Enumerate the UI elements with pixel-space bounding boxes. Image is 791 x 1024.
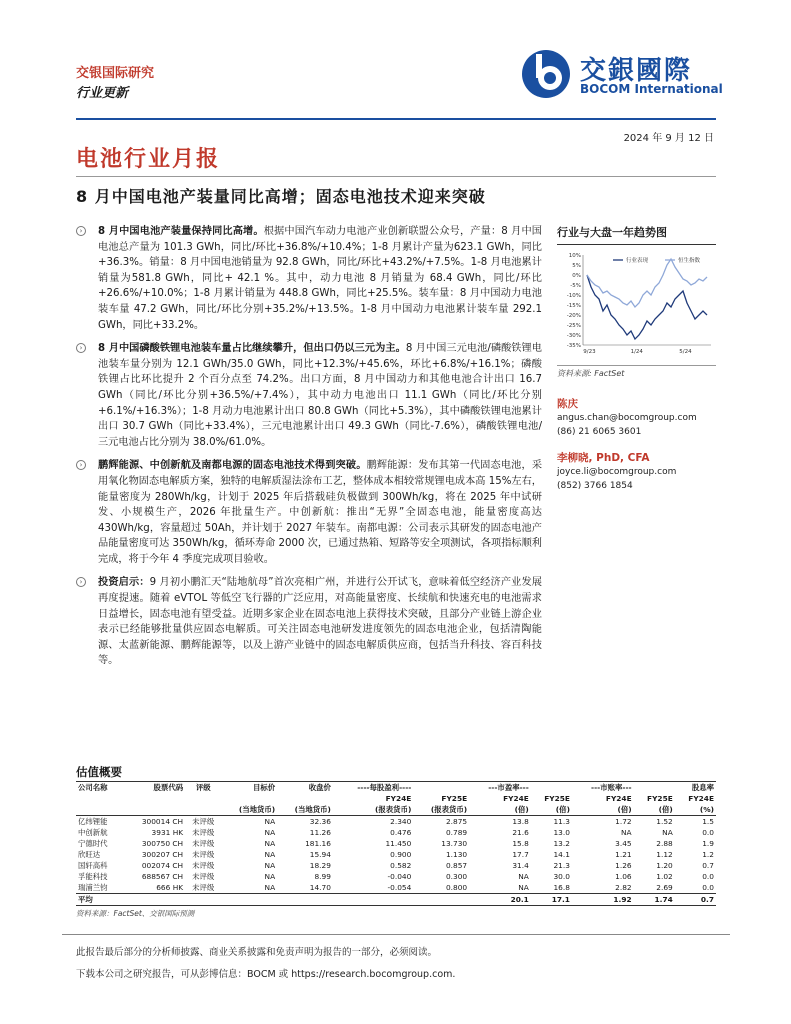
table-cell: 0.800 [445, 882, 468, 892]
series-line-0 [587, 275, 707, 339]
table-cell [185, 893, 221, 905]
table-cell: 18.29 [309, 860, 331, 870]
table-cell: 31.4 [512, 860, 529, 870]
y-tick-label: -15% [566, 303, 581, 309]
table-cell: 1.74 [634, 893, 675, 905]
table-cell: 0.0 [702, 827, 714, 837]
x-tick-label: 5/24 [679, 349, 692, 355]
table-cell: 1.26 [615, 860, 632, 870]
table-cell: 666 HK [156, 882, 184, 892]
table-row [76, 815, 716, 827]
bullet-text: 9 月初小鹏汇天“陆地航母”首次亮相广州，并进行公开试飞，意味着低空经济产业发展再度提速。随着 eVTOL 等低空飞行器的广泛应用，对高能量密度、长续航和快速充电的电池需求日益增长，固态电池有望受益。近期多家企业在固态电池上获得技术突破，且部分产业链上游企业表示已经能够批量供应固态电解质。可关注固态电池研发进度领先的固态电池企业，包括清陶能源、太蓝新能源、鹏辉能源等，以及上游产业链中的固态电解质供应商，包括当升科技、容百科技等。 [98, 577, 542, 667]
table-row [76, 827, 716, 838]
bullet-lead: 投资启示： [98, 577, 150, 589]
bullet-icon: › [76, 577, 86, 587]
table-cell [277, 893, 333, 905]
table-cell: 0.582 [390, 860, 412, 870]
y-tick-label: 10% [568, 253, 581, 259]
table-cell: 未评级 [192, 860, 215, 870]
table-cell: 1.72 [615, 816, 632, 826]
footer-rule [62, 934, 730, 935]
table-cell: -0.040 [387, 871, 412, 881]
table-cell: FY25E [544, 793, 570, 803]
table-cell: 1.130 [445, 849, 468, 859]
analyst-block [557, 451, 716, 493]
table-cell: 300014 CH [141, 816, 184, 826]
bullet-item [76, 575, 542, 669]
table-cell: 股息率 [675, 782, 716, 794]
table-row [76, 882, 716, 894]
table-cell: 13.8 [512, 816, 529, 826]
table-cell: 3931 HK [151, 827, 184, 837]
table-cell: FY24E [688, 793, 714, 803]
valuation-source: 资料来源：FactSet、交银国际预测 [76, 909, 195, 918]
table-cell: 收盘价 [277, 782, 333, 794]
table-cell: 0.857 [445, 860, 468, 870]
table-cell: NA [264, 816, 276, 826]
bullet-text: 8 月中国三元电池/磷酸铁锂电池装车量分别为 12.1 GWh/35.0 GWh，同比+12.3%/+45.6%，环比+6.8%/+16.1%；磷酸铁锂占比环比提升 2 个百分点至 74.2%。出口方面，8 月中国动力和其他电池合计出口 16.7 GWh（同比/环比分别+36.5%/+7.4%），其中动力电池出口 11.1 GWh（同比/环比分别+6.1%/+16.3%）；1-8 月动力电池累计出口 80.8 GWh（同比+5.3%），其中磷酸铁锂电池累计出口 30.7 GWh（同比+33.4%），三元电池累计出口 49.3 GWh（同比-7.6%），磷酸铁锂电池/三元电池占比分别为 38.0%/61.0%。 [98, 343, 542, 448]
table-cell [122, 793, 185, 804]
y-tick-label: 5% [572, 263, 581, 269]
y-tick-label: 0% [572, 273, 581, 279]
table-cell: 16.8 [553, 882, 570, 892]
logo-text-cn: 交銀國際 [580, 56, 693, 86]
table-cell: NA [264, 860, 276, 870]
report-type: 行业更新 [76, 86, 129, 101]
table-cell: 平均 [76, 893, 122, 905]
table-cell: NA [264, 871, 276, 881]
table-header-row [76, 804, 716, 816]
table-cell: 宁德时代 [78, 838, 108, 848]
table-cell: 1.21 [615, 849, 632, 859]
table-cell: 21.6 [512, 827, 529, 837]
table-cell: 股票代码 [122, 782, 185, 794]
table-cell: 0.7 [675, 893, 716, 905]
table-cell: (当地货币) [221, 804, 277, 816]
table-cell: 13.730 [441, 838, 468, 848]
bullet-icon: › [76, 226, 86, 236]
table-cell: NA [264, 849, 276, 859]
bullet-item [76, 341, 542, 450]
table-cell: FY24E [385, 793, 412, 803]
table-cell: ---市账率--- [572, 782, 634, 794]
legend-label: 行业表现 [626, 258, 649, 264]
analyst-phone: (86) 21 6065 3601 [557, 427, 642, 437]
footer-download[interactable]: 下载本公司之研究报告，可从彭博信息：BOCM 或 https://research.bocomgroup.com. [76, 969, 456, 980]
table-cell: 孚能科技 [78, 871, 108, 881]
table-cell: 1.5 [702, 816, 714, 826]
table-cell: 2.69 [656, 882, 673, 892]
table-cell [221, 893, 277, 905]
report-date: 2024 年 9 月 12 日 [623, 133, 714, 144]
table-cell: 0.476 [390, 827, 412, 837]
table-cell: 20.1 [469, 893, 531, 905]
table-row [76, 871, 716, 882]
table-cell: 1.06 [615, 871, 632, 881]
logo-mark-icon [520, 48, 572, 100]
table-cell: (倍) [572, 804, 634, 816]
table-cell: 2.340 [390, 816, 412, 826]
table-cell: 1.52 [656, 816, 673, 826]
table-cell: -0.054 [387, 882, 412, 892]
table-row [76, 860, 716, 871]
table-cell: 13.0 [553, 827, 570, 837]
table-cell: NA [662, 827, 673, 837]
analyst-name: 陈庆 [557, 398, 578, 410]
table-cell: 瑞浦兰钧 [78, 882, 108, 892]
table-cell [122, 893, 185, 905]
table-cell: 21.3 [553, 860, 570, 870]
table-cell [413, 782, 469, 794]
table-cell [76, 793, 122, 804]
table-cell: 11.3 [553, 816, 570, 826]
trend-chart-svg [557, 249, 716, 363]
x-tick-label: 1/24 [630, 349, 643, 355]
table-cell: 2.88 [656, 838, 673, 848]
table-cell: 未评级 [192, 838, 215, 848]
table-cell: FY25E [441, 793, 468, 803]
table-cell: 0.7 [702, 860, 714, 870]
y-tick-label: -25% [566, 323, 581, 329]
y-tick-label: -5% [570, 283, 581, 289]
bullet-lead: 鹏辉能源、中创新航及南都电源的固态电池技术得到突破。 [98, 460, 367, 472]
table-cell: (报表货币) [333, 804, 413, 816]
headline: 8 月中国电池产装量同比高增；固态电池技术迎来突破 [76, 187, 486, 206]
bullet-text: 根据中国汽车动力电池产业创新联盟公众号，产量：8 月中国电池总产量为 101.3 GWh，同比/环比+36.8%/+10.4%；1-8 月累计产量为623.1 GWh，同比+36.3%。销量：8 月中国电池销量为 92.8 GWh，同比/环比+43.2%/+7.5%。1-8 月电池累计销量为581.8 GWh，同比+ 42.1 %。其中，动力电池 8 月销量为 68.4 GWh，同比/环比+26.6%/+10.0%；1-8 月累计销量为 448.8 GWh，同比+25.5%。装车量：8 月中国动力电池装车量 47.2 GWh，同比/环比分别+35.2%/+13.5%。1-8 月中国动力电池累计装车量 292.1 GWh，同比+33.2%。 [98, 226, 542, 331]
bullet-item [76, 224, 542, 333]
org-name: 交银国际研究 [76, 66, 155, 81]
valuation-title: 估值概要 [76, 765, 122, 779]
table-cell: 14.1 [553, 849, 570, 859]
bullet-item [76, 458, 542, 567]
table-cell: NA [264, 838, 276, 848]
table-cell: NA [518, 871, 529, 881]
table-cell: (当地货币) [277, 804, 333, 816]
table-cell [333, 893, 413, 905]
table-cell: 未评级 [192, 827, 215, 837]
table-cell: 0.0 [702, 871, 714, 881]
table-cell: 公司名称 [76, 782, 122, 794]
series-line-1 [587, 259, 707, 307]
table-cell: 14.70 [309, 882, 331, 892]
table-cell: 0.789 [445, 827, 468, 837]
table-cell: 国轩高科 [78, 860, 108, 870]
valuation-table [76, 781, 716, 906]
bullet-lead: 8 月中国磷酸铁锂电池装车量占比继续攀升，但出口仍以三元为主。 [98, 343, 406, 355]
analyst-block [557, 397, 716, 439]
table-cell: 1.02 [656, 871, 673, 881]
table-cell: 未评级 [192, 882, 215, 892]
table-cell: 30.0 [553, 871, 570, 881]
table-cell [185, 804, 221, 816]
table-cell: 15.8 [512, 838, 529, 848]
table-cell: 11.450 [385, 838, 412, 848]
table-cell: 11.26 [309, 827, 331, 837]
table-cell: ----每股盈利---- [333, 782, 413, 794]
table-cell: FY25E [647, 793, 673, 803]
bullet-lead: 8 月中国电池产装量保持同比高增。 [98, 226, 264, 237]
company-logo [520, 48, 730, 100]
table-header-row [76, 782, 716, 794]
table-header-row [76, 793, 716, 804]
legend-label: 恒生指数 [678, 258, 701, 264]
table-row [76, 849, 716, 860]
table-cell: 17.7 [512, 849, 529, 859]
table-cell [413, 893, 469, 905]
table-cell [76, 804, 122, 816]
table-cell: 亿纬锂能 [78, 816, 108, 826]
bullet-icon: › [76, 343, 86, 353]
table-cell: 0.900 [390, 849, 412, 859]
analyst-phone: (852) 3766 1854 [557, 481, 633, 491]
analyst-email[interactable]: joyce.li@bocomgroup.com [557, 467, 677, 477]
y-tick-label: -35% [566, 343, 581, 349]
table-cell: 0.0 [702, 882, 714, 892]
table-average-row [76, 893, 716, 905]
header-rule [76, 118, 716, 120]
table-cell [122, 804, 185, 816]
table-cell: 1.2 [702, 849, 714, 859]
table-cell: FY24E [605, 793, 632, 803]
table-cell: 2.82 [615, 882, 632, 892]
y-tick-label: -10% [566, 293, 581, 299]
chart-source: 资料来源: FactSet [557, 365, 716, 379]
table-cell: 2.875 [445, 816, 468, 826]
table-cell: 1.9 [702, 838, 714, 848]
report-title: 电池行业月报 [76, 147, 221, 172]
table-cell: (报表货币) [413, 804, 469, 816]
table-cell: 8.99 [314, 871, 331, 881]
table-cell: FY24E [503, 793, 529, 803]
table-cell: 181.16 [305, 838, 331, 848]
table-cell [185, 793, 221, 804]
table-cell: (%) [675, 804, 716, 816]
table-cell [277, 793, 333, 804]
title-rule [76, 176, 716, 177]
table-cell: NA [264, 827, 276, 837]
table-cell: 002074 CH [141, 860, 184, 870]
table-cell: 1.12 [656, 849, 673, 859]
table-cell: 未评级 [192, 849, 215, 859]
table-cell: (倍) [469, 804, 531, 816]
table-cell: 0.300 [445, 871, 468, 881]
table-cell: NA [264, 882, 276, 892]
table-cell: 3.45 [615, 838, 632, 848]
table-cell: 未评级 [192, 871, 215, 881]
y-tick-label: -30% [566, 333, 581, 339]
table-cell: ---市盈率--- [469, 782, 531, 794]
table-cell: 欣旺达 [78, 849, 101, 859]
table-cell: 688567 CH [141, 871, 184, 881]
analyst-email[interactable]: angus.chan@bocomgroup.com [557, 413, 697, 423]
analyst-name: 李柳晓, PhD, CFA [557, 452, 650, 464]
table-cell: 未评级 [192, 816, 215, 826]
table-cell: 32.36 [309, 816, 331, 826]
footer-disclaimer: 此报告最后部分的分析师披露、商业关系披露和免责声明为报告的一部分，必须阅读。 [76, 947, 438, 958]
bullet-text: 鹏辉能源：发布其第一代固态电池，采用氧化物固态电解质方案，独特的电解质湿法涂布工艺，整体成本相较常规锂电成本高 15%左右，能量密度为 280Wh/kg，计划于 2025 年后搭载硅负极做到 300Wh/kg，将在 2025 年中试研发、小规模生产，2026 年批量生产。中创新航：推出“无界”全固态电池，能量密度高达 430Wh/kg，容量超过 50Ah，并计划于 2027 年装车。南都电源：公司表示其研发的固态电池产品能量密度可达 350Wh/kg，循环寿命 2000 次，已通过热箱、短路等安全项测试，各项指标顺利完成，将于今年 4 季度完成项目验收。 [98, 460, 543, 565]
logo-text-en: BOCOM International [580, 82, 723, 96]
bullet-list [76, 224, 542, 677]
y-tick-label: -20% [566, 313, 581, 319]
table-cell: 15.94 [309, 849, 331, 859]
trend-chart [557, 249, 716, 363]
x-tick-label: 9/23 [583, 349, 596, 355]
chart-title: 行业与大盘一年趋势图 [557, 224, 716, 245]
table-cell: 300750 CH [141, 838, 184, 848]
table-cell: 评级 [185, 782, 221, 794]
table-cell: (倍) [634, 804, 675, 816]
table-cell [221, 793, 277, 804]
table-cell: 目标价 [221, 782, 277, 794]
table-cell: 1.92 [572, 893, 634, 905]
table-cell [634, 782, 675, 794]
table-cell: 中创新航 [78, 827, 108, 837]
table-cell [531, 782, 572, 794]
table-cell: NA [518, 882, 529, 892]
bullet-icon: › [76, 460, 86, 470]
table-cell: NA [621, 827, 632, 837]
table-cell: 17.1 [531, 893, 572, 905]
sidebar [557, 224, 716, 493]
table-cell: 1.20 [656, 860, 673, 870]
table-row [76, 838, 716, 849]
table-cell: 13.2 [553, 838, 570, 848]
table-cell: 300207 CH [141, 849, 184, 859]
table-cell: (倍) [531, 804, 572, 816]
